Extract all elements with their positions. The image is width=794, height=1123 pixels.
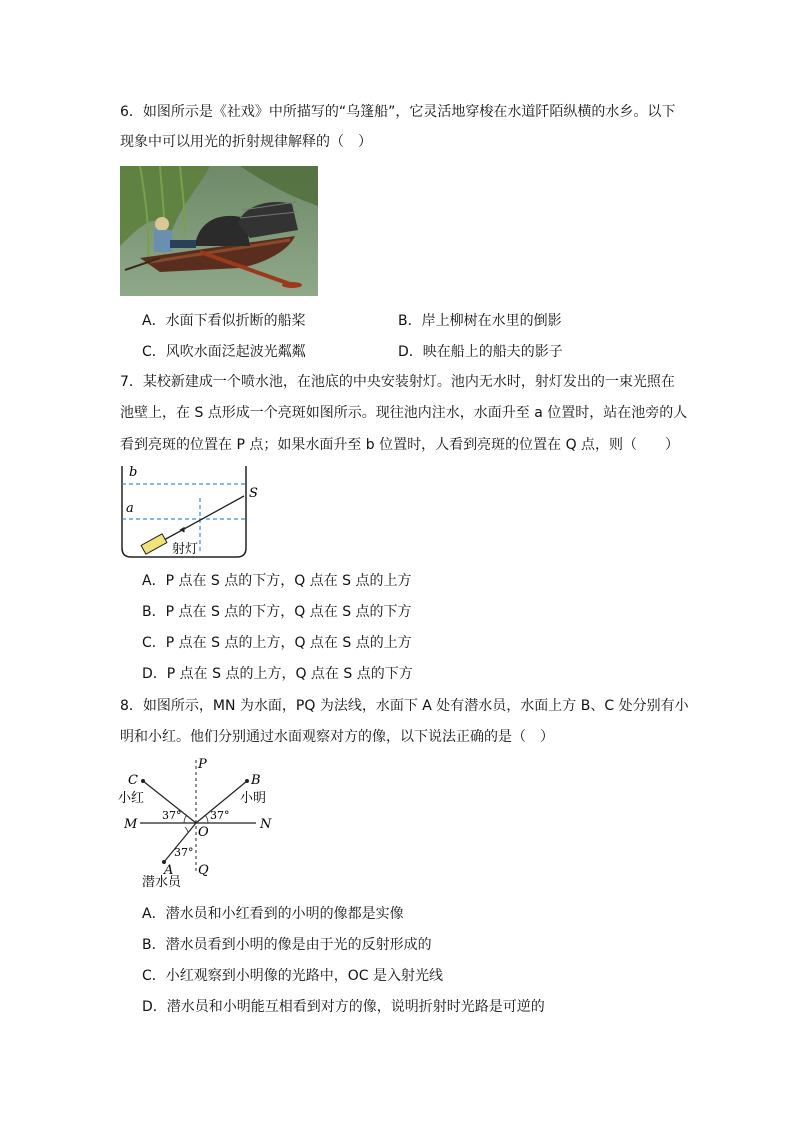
q7-line-3: 看到亮斑的位置在 P 点；如果水面升至 b 位置时，人看到亮斑的位置在 Q 点，则（ ） — [120, 437, 680, 453]
q8-option-d[interactable]: D．潜水员和小明能互相看到对方的像，说明折射时光路是可逆的 — [142, 999, 545, 1015]
point-b — [245, 779, 249, 783]
label-a-point: A — [164, 863, 174, 878]
q6-option-b[interactable]: B．岸上柳树在水里的倒影 — [398, 313, 562, 329]
q7-option-d[interactable]: D．P 点在 S 点的上方，Q 点在 S 点的下方 — [142, 666, 413, 682]
label-a: a — [126, 501, 134, 516]
label-xiaohong: 小红 — [118, 791, 145, 806]
q8-option-b[interactable]: B．潜水员看到小明的像是由于光的反射形成的 — [142, 937, 432, 953]
q6-option-d[interactable]: D．映在船上的船夫的影子 — [398, 344, 563, 360]
label-m: M — [124, 817, 138, 832]
q7-option-c[interactable]: C．P 点在 S 点的上方，Q 点在 S 点的上方 — [142, 635, 412, 651]
q8-line-1: 8．如图所示，MN 为水面，PQ 为法线，水面下 A 处有潜水员，水面上方 B、C 处分别有小 — [120, 698, 689, 714]
label-angle-right: 37° — [210, 809, 230, 822]
q7-option-b[interactable]: B．P 点在 S 点的下方，Q 点在 S 点的下方 — [142, 604, 412, 620]
label-angle-bottom: 37° — [174, 846, 194, 859]
q6-line-1: 6．如图所示是《社戏》中所描写的“乌篷船”，它灵活地穿梭在水道阡陌纵横的水乡。以下 — [120, 104, 676, 120]
q8-line-2: 明和小红。他们分别通过水面观察对方的像，以下说法正确的是（ ） — [120, 729, 554, 745]
label-b: b — [129, 465, 138, 480]
label-p: P — [198, 757, 207, 772]
label-xiaoming: 小明 — [240, 791, 267, 806]
refraction-diagram — [118, 754, 288, 894]
label-o: O — [198, 825, 209, 840]
label-s: S — [249, 486, 258, 501]
q6-line-2: 现象中可以用光的折射规律解释的（ ） — [120, 134, 372, 150]
label-n: N — [260, 817, 272, 832]
label-diver: 潜水员 — [142, 875, 182, 890]
label-b-point: B — [251, 773, 261, 788]
label-lamp: 射灯 — [172, 542, 199, 557]
q7-line-2: 池壁上，在 S 点形成一个亮斑如图所示。现往池内注水，水面升至 a 位置时，站在池旁的人 — [120, 405, 688, 421]
q7-line-1: 7．某校新建成一个喷水池，在池底的中央安装射灯。池内无水时，射灯发出的一束光照在 — [120, 374, 675, 390]
lamp-icon — [141, 534, 167, 554]
q7-option-a[interactable]: A．P 点在 S 点的下方，Q 点在 S 点的上方 — [142, 573, 412, 589]
q6-option-a[interactable]: A．水面下看似折断的船桨 — [142, 313, 306, 329]
q8-option-c[interactable]: C．小红观察到小明像的光路中，OC 是入射光线 — [142, 968, 444, 984]
light-ray — [164, 496, 244, 540]
label-angle-left: 37° — [162, 809, 182, 822]
q8-option-a[interactable]: A．潜水员和小红看到的小明的像都是实像 — [142, 906, 404, 922]
boat-photo — [120, 166, 318, 296]
label-c: C — [128, 773, 138, 788]
point-c — [141, 779, 145, 783]
q6-option-c[interactable]: C．风吹水面泛起波光粼粼 — [142, 344, 306, 360]
label-q: Q — [198, 863, 209, 878]
pool-diagram — [116, 462, 276, 562]
